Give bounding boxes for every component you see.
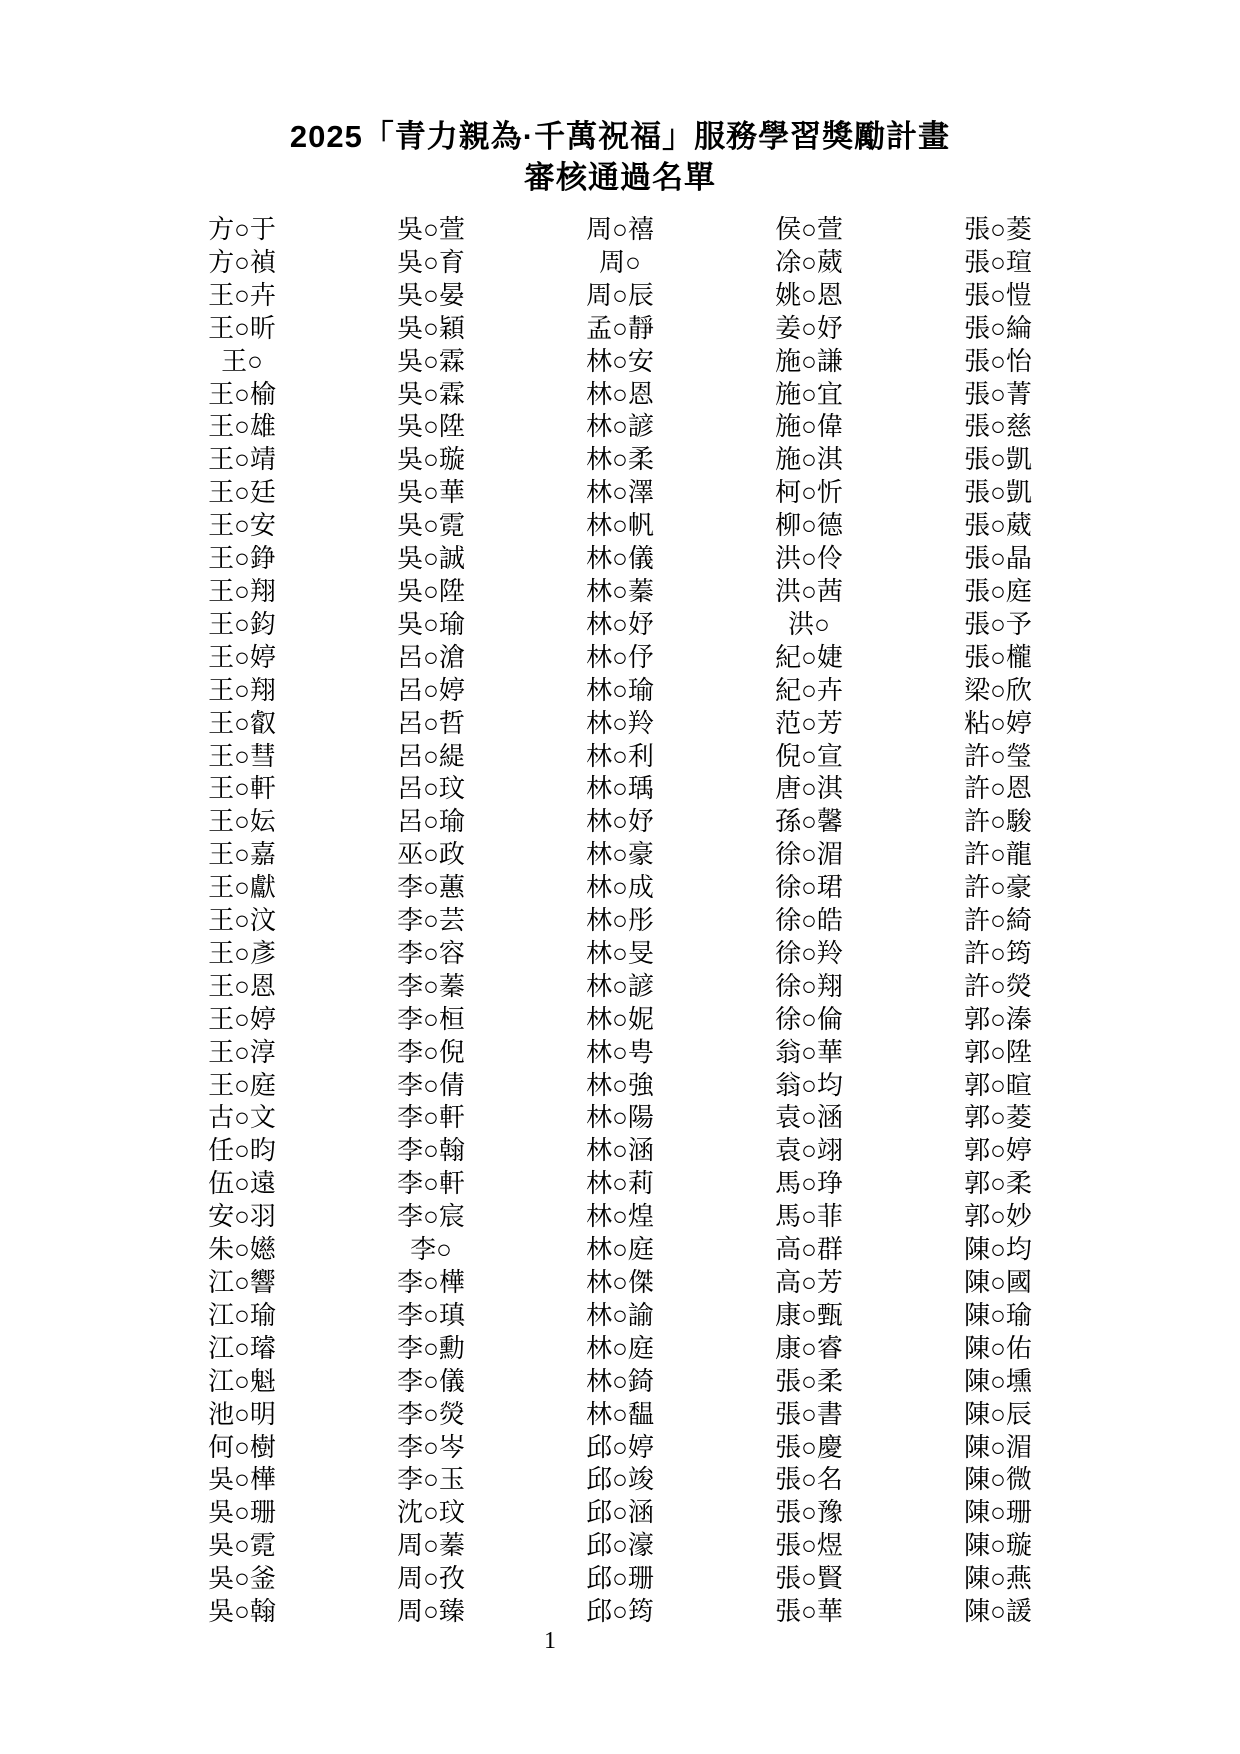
approved-name: 李○容 [397,938,465,968]
approved-name: 張○庭 [964,576,1032,606]
approved-name: 李○芸 [397,906,465,936]
approved-name: 吳○陞 [397,412,465,442]
approved-name: 張○瑄 [964,247,1032,277]
approved-name: 吳○樺 [208,1465,276,1495]
approved-name: 李○儀 [397,1366,465,1396]
approved-name: 周○孜 [397,1564,465,1594]
approved-name: 徐○羚 [775,938,843,968]
approved-name: 郭○婷 [964,1136,1032,1166]
approved-name: 吳○晏 [397,280,465,310]
approved-name: 孟○靜 [586,313,654,343]
approved-name: 張○賢 [775,1564,843,1594]
approved-name: 林○庭 [586,1333,654,1363]
approved-name: 呂○瑜 [397,807,465,837]
approved-name: 陳○微 [964,1465,1032,1495]
approved-name: 張○葳 [964,511,1032,541]
approved-name: 張○菱 [964,215,1032,244]
approved-name: 邱○珊 [586,1564,654,1594]
approved-name: 王○獻 [208,873,276,903]
approved-name: 陳○壎 [964,1366,1032,1396]
approved-name: 李○蓁 [397,971,465,1001]
approved-name: 陳○辰 [964,1399,1032,1429]
approved-name: 林○馧 [586,1399,654,1429]
approved-name: 吳○霖 [397,379,465,409]
approved-name: 王○鈞 [208,609,276,639]
approved-name: 邱○濠 [586,1531,654,1561]
approved-name: 陳○諼 [964,1597,1032,1627]
approved-name: 林○諭 [586,1300,654,1330]
approved-name: 任○昀 [208,1136,276,1166]
approved-name: 王○恩 [208,971,276,1001]
approved-name: 林○利 [586,741,654,771]
name-column-3 [578,214,662,1629]
approved-name: 王○彥 [208,938,276,968]
approved-name: 王○婷 [208,1004,276,1034]
approved-name: 林○安 [586,346,654,376]
approved-name-list [200,214,1040,1629]
approved-name: 邱○筠 [586,1597,654,1627]
approved-name: 林○柔 [586,445,654,475]
approved-name: 徐○湄 [775,840,843,870]
approved-name: 紀○卉 [775,675,843,705]
approved-name: 林○伃 [586,642,654,672]
approved-name: 陳○湄 [964,1432,1032,1462]
approved-name: 郭○菱 [964,1103,1032,1133]
approved-name: 林○彤 [586,906,654,936]
approved-name: 吳○翰 [208,1597,276,1627]
approved-name: 陳○國 [964,1268,1032,1297]
approved-name: 侯○萱 [775,215,843,244]
approved-name: 許○恩 [964,774,1032,804]
approved-name: 江○魁 [208,1366,276,1396]
approved-name: 康○睿 [775,1333,843,1363]
name-column-1 [200,214,284,1629]
approved-name: 林○莉 [586,1169,654,1199]
approved-name: 王○嘉 [208,840,276,870]
approved-name: 吳○璇 [397,445,465,475]
approved-name: 王○婷 [208,642,276,672]
approved-name: 何○樹 [208,1432,276,1462]
approved-name: 王○彗 [208,741,276,771]
approved-name: 郭○暄 [964,1070,1032,1100]
approved-name: 王○雄 [208,412,276,442]
approved-name: 吳○釜 [208,1564,276,1594]
approved-name: 周○禧 [586,215,654,244]
approved-name: 洪○伶 [775,544,843,574]
approved-name: 許○瑩 [964,741,1032,771]
approved-name: 徐○皓 [775,906,843,936]
approved-name: 王○妘 [208,807,276,837]
approved-name: 林○煌 [586,1202,654,1232]
approved-name: 池○明 [208,1399,276,1429]
approved-name: 袁○涵 [775,1103,843,1133]
approved-name: 王○庭 [208,1070,276,1100]
approved-name: 郭○柔 [964,1169,1032,1199]
approved-name: 康○甄 [775,1300,843,1330]
approved-name: 翁○華 [775,1037,843,1067]
approved-name: 李○瑱 [397,1300,465,1330]
approved-name: 沈○玟 [397,1498,465,1528]
approved-name: 林○妮 [586,1004,654,1034]
approved-name: 邱○婷 [586,1432,654,1462]
approved-name: 姜○妤 [775,313,843,343]
approved-name: 李○倪 [397,1037,465,1067]
document-title [0,0,1240,198]
name-column-2 [389,214,473,1629]
approved-name: 施○宜 [775,379,843,409]
approved-name: 郭○陞 [964,1037,1032,1067]
approved-name: 李○ [410,1235,452,1265]
approved-name: 徐○翔 [775,971,843,1001]
approved-name: 張○晶 [964,544,1032,574]
approved-name: 柳○德 [775,511,843,541]
approved-name: 陳○均 [964,1235,1032,1265]
approved-name: 張○名 [775,1465,843,1495]
approved-name: 林○澤 [586,478,654,508]
approved-name: 王○安 [208,511,276,541]
approved-name: 周○辰 [586,280,654,310]
approved-name: 李○樺 [397,1268,465,1297]
document-title-line1: 2025「青力親為·千萬祝福」服務學習獎勵計畫 [289,119,951,154]
approved-name: 施○偉 [775,412,843,442]
approved-name: 許○豪 [964,873,1032,903]
approved-name: 巫○政 [397,840,465,870]
approved-name: 周○臻 [397,1597,465,1627]
approved-name: 王○ [221,346,263,376]
approved-name: 洪○ [788,609,830,639]
approved-name: 王○翔 [208,576,276,606]
approved-name: 吳○誠 [397,544,465,574]
approved-name: 吳○萱 [397,215,465,244]
approved-name: 馬○菲 [775,1202,843,1232]
approved-name: 張○凱 [964,478,1032,508]
approved-name: 邱○竣 [586,1465,654,1495]
approved-name: 張○慈 [964,412,1032,442]
approved-name: 張○華 [775,1597,843,1627]
approved-name: 林○儀 [586,544,654,574]
approved-name: 王○卉 [208,280,276,310]
approved-name: 吳○陞 [397,576,465,606]
approved-name: 許○駿 [964,807,1032,837]
approved-name: 呂○緹 [397,741,465,771]
approved-name: 張○柔 [775,1366,843,1396]
approved-name: 周○蓁 [397,1531,465,1561]
approved-name: 林○羚 [586,708,654,738]
page-number: 1 [544,1628,556,1654]
approved-name: 范○芳 [775,708,843,738]
approved-name: 李○軒 [397,1169,465,1199]
approved-name: 吳○穎 [397,313,465,343]
approved-name: 李○軒 [397,1103,465,1133]
approved-name: 方○禎 [208,247,276,277]
approved-name: 張○綸 [964,313,1032,343]
approved-name: 呂○玟 [397,774,465,804]
approved-name: 王○淳 [208,1037,276,1067]
approved-name: 高○群 [775,1235,843,1265]
approved-name: 陳○燕 [964,1564,1032,1594]
approved-name: 林○涵 [586,1136,654,1166]
approved-name: 林○錡 [586,1366,654,1396]
approved-name: 姚○恩 [775,280,843,310]
name-column-4 [767,214,851,1629]
approved-name: 李○倩 [397,1070,465,1100]
approved-name: 李○桓 [397,1004,465,1034]
approved-name: 陳○瑜 [964,1300,1032,1330]
approved-name: 陳○璇 [964,1531,1032,1561]
approved-name: 王○靖 [208,445,276,475]
approved-name: 馬○琤 [775,1169,843,1199]
approved-name: 張○愷 [964,280,1032,310]
approved-name: 古○文 [208,1103,276,1133]
approved-name: 李○岑 [397,1432,465,1462]
approved-name: 王○翔 [208,675,276,705]
approved-name: 伍○遠 [208,1169,276,1199]
approved-name: 王○叡 [208,708,276,738]
approved-name: 林○諺 [586,412,654,442]
approved-name: 許○筠 [964,938,1032,968]
approved-name: 施○謙 [775,346,843,376]
approved-name: 林○瑀 [586,774,654,804]
approved-name: 陳○佑 [964,1333,1032,1363]
approved-name: 李○熒 [397,1399,465,1429]
approved-name: 王○昕 [208,313,276,343]
approved-name: 李○翰 [397,1136,465,1166]
document-title-line2: 審核通過名單 [524,160,716,195]
approved-name: 紀○婕 [775,642,843,672]
approved-name: 倪○宣 [775,741,843,771]
approved-name: 張○書 [775,1399,843,1429]
approved-name: 吳○瑜 [397,609,465,639]
approved-name: 王○汶 [208,906,276,936]
approved-name: 林○恩 [586,379,654,409]
approved-name: 許○龍 [964,840,1032,870]
approved-name: 李○蕙 [397,873,465,903]
approved-name: 林○帆 [586,511,654,541]
approved-name: 吳○華 [397,478,465,508]
approved-name: 林○豪 [586,840,654,870]
approved-name: 李○玉 [397,1465,465,1495]
approved-name: 林○妤 [586,807,654,837]
approved-name: 施○淇 [775,445,843,475]
approved-name: 吳○霖 [397,346,465,376]
approved-name: 粘○婷 [964,708,1032,738]
approved-name: 林○強 [586,1070,654,1100]
approved-name: 柯○忻 [775,478,843,508]
approved-name: 張○櫳 [964,642,1032,672]
approved-name: 郭○溱 [964,1004,1032,1034]
approved-name: 許○綺 [964,906,1032,936]
approved-name: 林○甹 [586,1037,654,1067]
approved-name: 林○旻 [586,938,654,968]
approved-name: 李○宸 [397,1202,465,1232]
approved-name: 張○豫 [775,1498,843,1528]
approved-name: 安○羽 [208,1202,276,1232]
approved-name: 林○陽 [586,1103,654,1133]
approved-name: 林○蓁 [586,576,654,606]
approved-name: 呂○婷 [397,675,465,705]
approved-name: 張○予 [964,609,1032,639]
approved-name: 江○響 [208,1268,276,1297]
approved-name: 朱○嬨 [208,1235,276,1265]
approved-name: 張○怡 [964,346,1032,376]
approved-name: 林○瑜 [586,675,654,705]
approved-name: 李○勳 [397,1333,465,1363]
approved-name: 郭○妙 [964,1202,1032,1232]
approved-name: 梁○欣 [964,675,1032,705]
approved-name: 許○熒 [964,971,1032,1001]
approved-name: 江○瑜 [208,1300,276,1330]
approved-name: 呂○滄 [397,642,465,672]
approved-name: 張○煜 [775,1531,843,1561]
approved-name: 呂○哲 [397,708,465,738]
approved-name: 吳○珊 [208,1498,276,1528]
approved-name: 高○芳 [775,1268,843,1297]
approved-name: 吳○育 [397,247,465,277]
approved-name: 王○錚 [208,544,276,574]
name-column-5 [956,214,1040,1629]
approved-name: 張○菁 [964,379,1032,409]
approved-name: 張○凱 [964,445,1032,475]
approved-name: 吳○霓 [397,511,465,541]
approved-name: 江○璿 [208,1333,276,1363]
approved-name: 周○ [599,247,641,277]
approved-name: 王○榆 [208,379,276,409]
approved-name: 洪○茜 [775,576,843,606]
approved-name: 袁○翊 [775,1136,843,1166]
approved-name: 陳○珊 [964,1498,1032,1528]
approved-name: 孫○馨 [775,807,843,837]
approved-name: 林○成 [586,873,654,903]
approved-name: 林○傑 [586,1268,654,1297]
approved-name: 翁○均 [775,1070,843,1100]
approved-name: 邱○涵 [586,1498,654,1528]
approved-name: 方○于 [208,215,276,244]
approved-name: 徐○倫 [775,1004,843,1034]
approved-name: 王○廷 [208,478,276,508]
approved-name: 凃○葳 [775,247,843,277]
approved-name: 林○諺 [586,971,654,1001]
approved-name: 唐○淇 [775,774,843,804]
approved-name: 林○妤 [586,609,654,639]
approved-name: 徐○珺 [775,873,843,903]
approved-name: 張○慶 [775,1432,843,1462]
approved-name: 吳○霓 [208,1531,276,1561]
approved-name: 林○庭 [586,1235,654,1265]
approved-name: 王○軒 [208,774,276,804]
